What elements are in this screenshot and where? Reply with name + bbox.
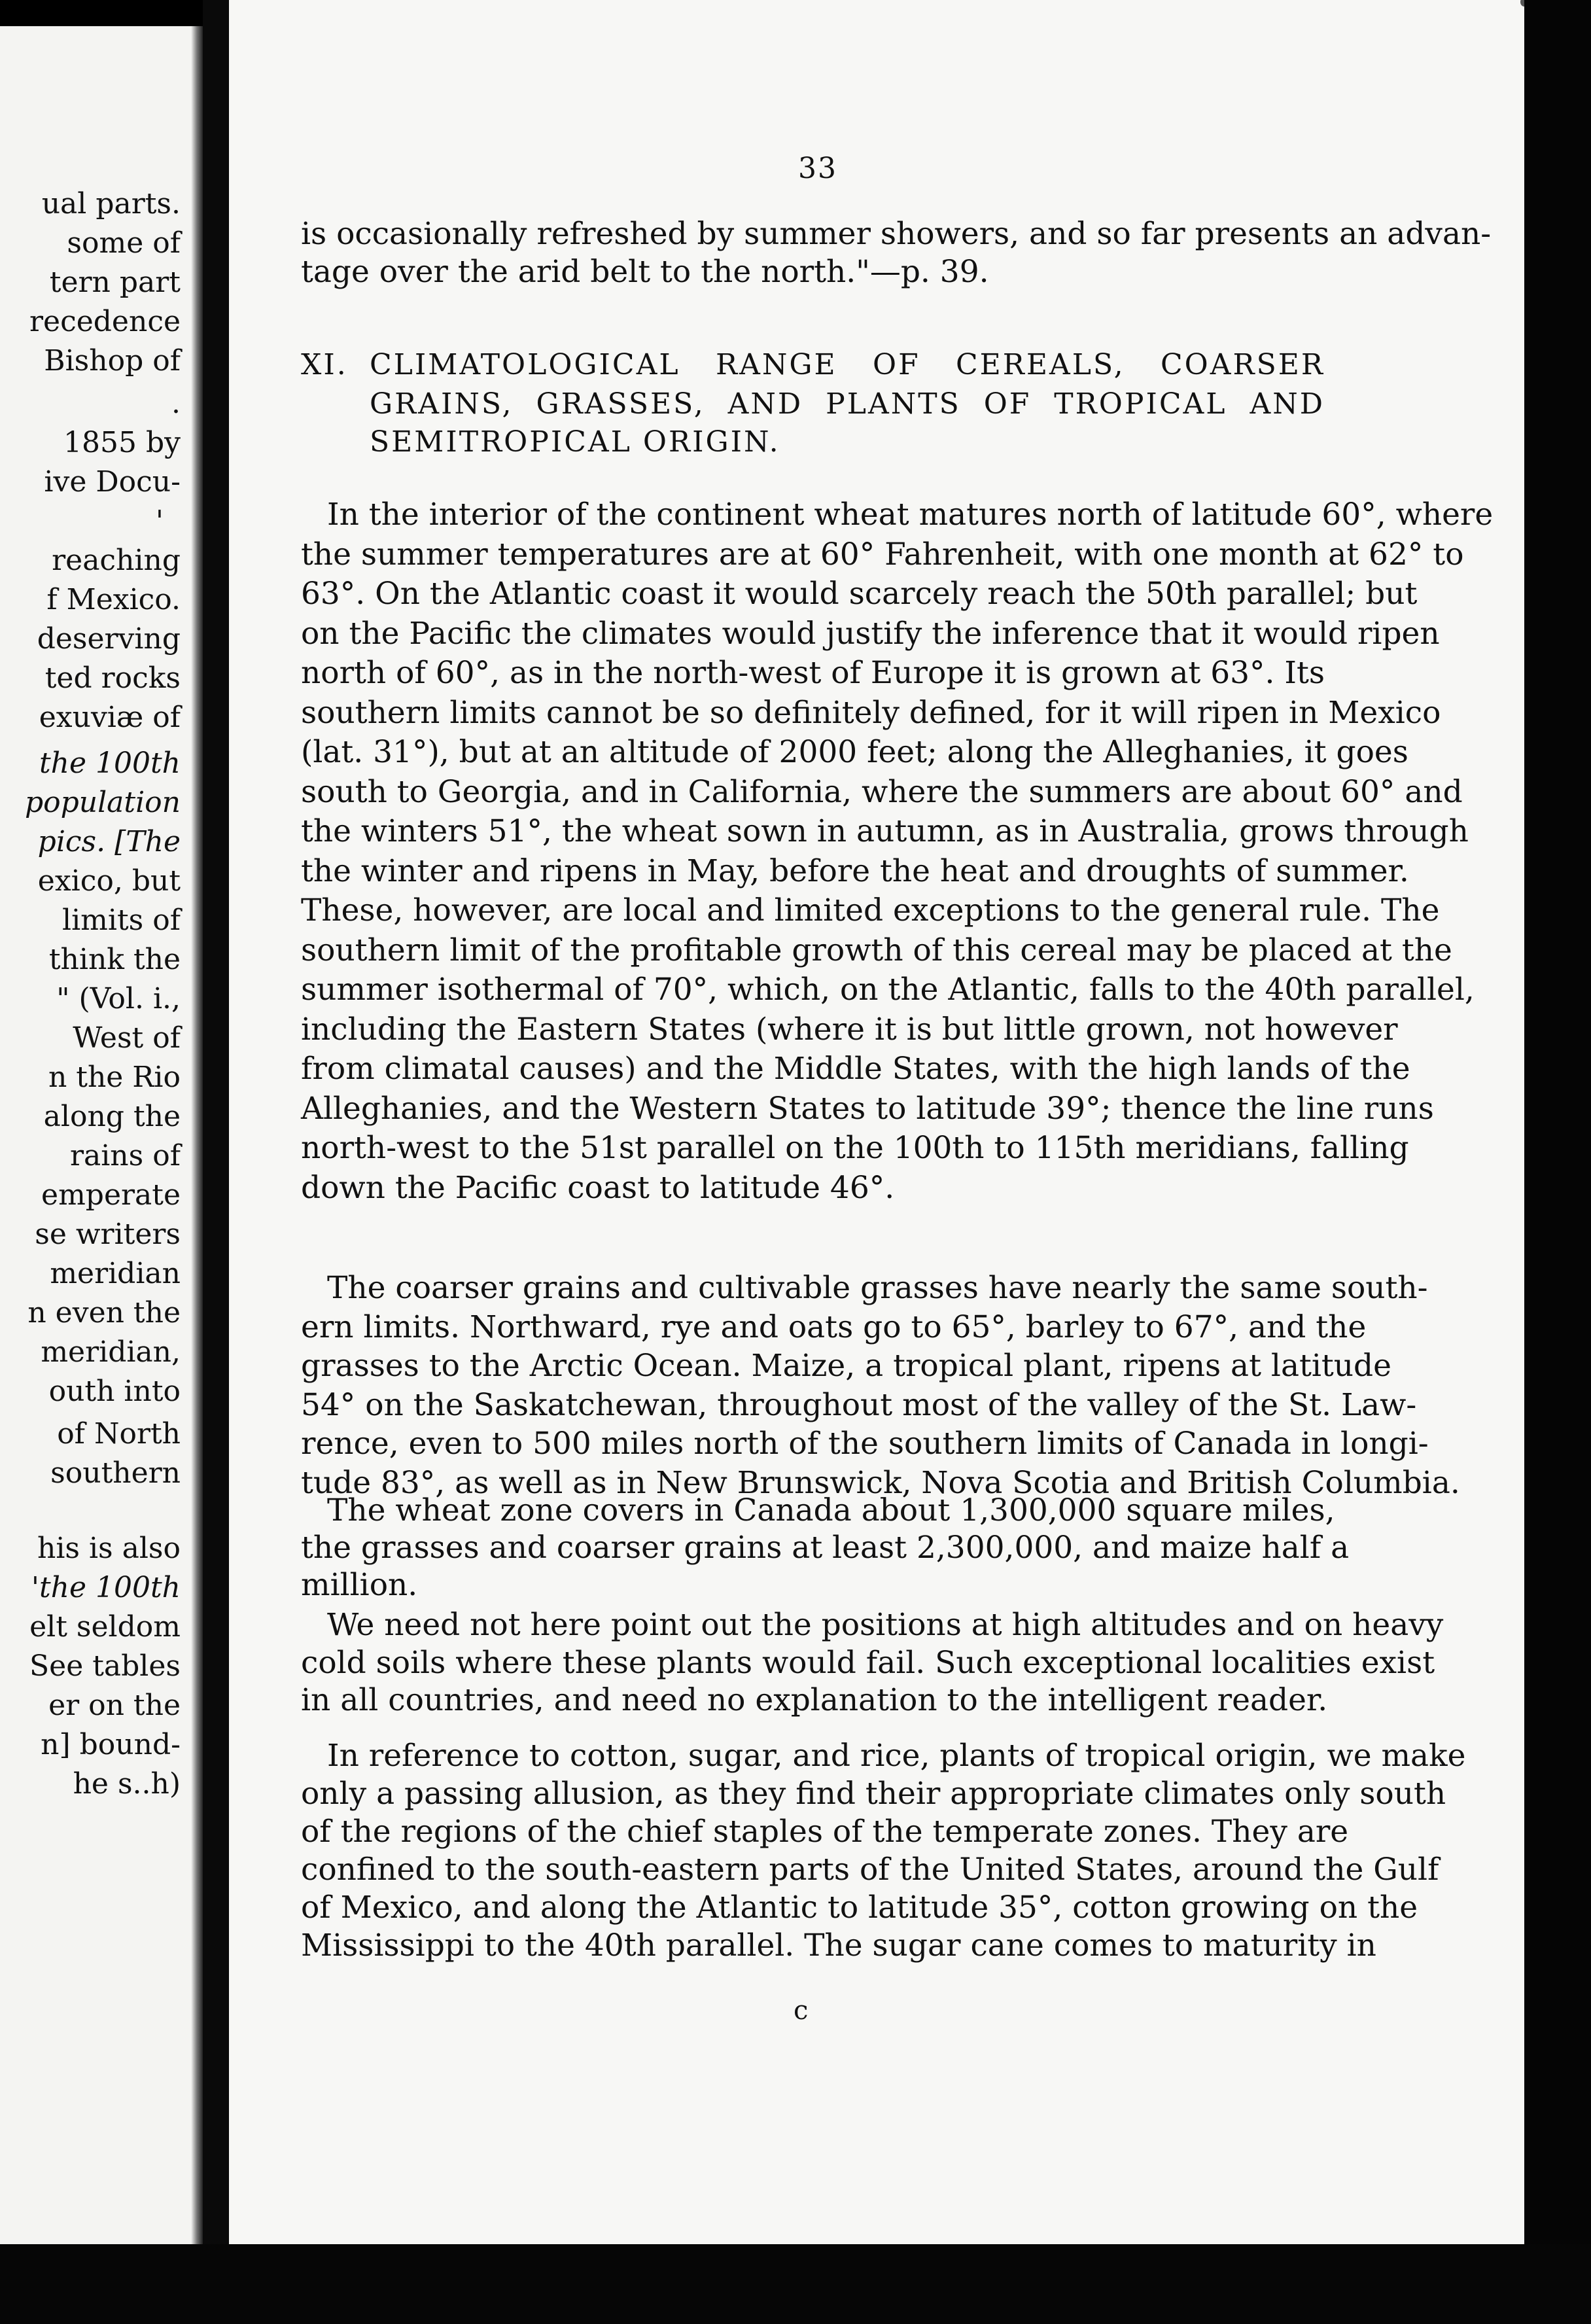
left-page-line: population xyxy=(24,786,181,819)
heading-number: XI. xyxy=(301,348,348,381)
left-page-line: outh into xyxy=(48,1375,181,1408)
paragraph-line: from climatal causes) and the Middle States, with the high lands of the xyxy=(301,1051,1410,1087)
paragraph-line: on the Pacific the climates would justify the inference that it would ripen xyxy=(301,616,1440,652)
paragraph-line: of Mexico, and along the Atlantic to latitude 35°, cotton growing on the xyxy=(301,1890,1418,1926)
left-page-line: n] bound- xyxy=(41,1728,181,1761)
paragraph-line: In reference to cotton, sugar, and rice, plants of tropical origin, we make xyxy=(327,1738,1466,1774)
left-page-line: ual parts. xyxy=(41,187,181,220)
paragraph-line: grasses to the Arctic Ocean. Maize, a tropical plant, ripens at latitude xyxy=(301,1348,1391,1384)
book-gutter xyxy=(203,0,229,2324)
paragraph-line: the winter and ripens in May, before the heat and droughts of summer. xyxy=(301,853,1409,889)
left-page-line: Bishop of xyxy=(44,344,181,378)
paragraph-line: cold soils where these plants would fail. Such exceptional localities exist xyxy=(301,1645,1435,1681)
intro-line: tage over the arid belt to the north."—p. 39. xyxy=(301,254,989,290)
paragraph-line: in all countries, and need no explanation to the intelligent reader. xyxy=(301,1682,1328,1718)
paragraph-line: north of 60°, as in the north-west of Europe it is grown at 63°. Its xyxy=(301,655,1325,691)
left-page-line: ' xyxy=(155,504,164,538)
signature-mark: c xyxy=(794,1996,809,2026)
heading-line: SEMITROPICAL ORIGIN. xyxy=(370,425,780,459)
paragraph-line: the summer temperatures are at 60° Fahrenheit, with one month at 62° to xyxy=(301,537,1464,572)
left-page-line: f Mexico. xyxy=(46,583,181,616)
paragraph-line: including the Eastern States (where it is but little grown, not however xyxy=(301,1012,1398,1048)
left-page-line: er on the xyxy=(48,1689,181,1722)
left-page-line: emperate xyxy=(41,1178,181,1212)
left-page-line: ive Docu- xyxy=(44,465,181,499)
left-page-line: exico, but xyxy=(37,864,181,898)
paragraph-line: ern limits. Northward, rye and oats go to 65°, barley to 67°, and the xyxy=(301,1309,1367,1345)
left-page-line: pics. [The xyxy=(37,825,181,858)
paragraph-line: In the interior of the continent wheat matures north of latitude 60°, where xyxy=(327,497,1494,533)
paragraph-line: million. xyxy=(301,1567,418,1603)
left-page-line: ted rocks xyxy=(44,661,181,695)
paragraph-line: southern limits cannot be so definitely defined, for it will ripen in Mexico xyxy=(301,695,1441,731)
left-page-line: n the Rio xyxy=(48,1061,181,1094)
heading-line: GRAINS, GRASSES, AND PLANTS OF TROPICAL AND xyxy=(370,387,1325,421)
left-page-line: along the xyxy=(43,1100,181,1133)
paragraph-line: rence, even to 500 miles north of the southern limits of Canada in longi- xyxy=(301,1426,1429,1462)
left-page-line: n even the xyxy=(27,1296,181,1329)
paragraph-line: confined to the south-eastern parts of the United States, around the Gulf xyxy=(301,1852,1439,1888)
left-page-line: he s..h) xyxy=(73,1767,181,1801)
left-page-line: exuviæ of xyxy=(39,701,181,734)
left-page-line: his is also xyxy=(37,1532,181,1565)
paragraph-line: the winters 51°, the wheat sown in autumn, as in Australia, grows through xyxy=(301,813,1469,849)
left-page-line: " (Vol. i., xyxy=(56,982,181,1015)
paragraph-line: We need not here point out the positions at high altitudes and on heavy xyxy=(327,1607,1444,1643)
left-page-line: the 100th xyxy=(39,747,181,780)
page-right-edge xyxy=(1524,0,1591,2324)
paragraph-line: The coarser grains and cultivable grasses have nearly the same south- xyxy=(327,1270,1428,1306)
left-page-line: rains of xyxy=(69,1139,181,1172)
paragraph-line: of the regions of the chief staples of the temperate zones. They are xyxy=(301,1814,1349,1850)
paragraph-line: the grasses and coarser grains at least 2,300,000, and maize half a xyxy=(301,1530,1350,1566)
paragraph-line: These, however, are local and limited exceptions to the general rule. The xyxy=(301,892,1440,928)
left-page-line: meridian, xyxy=(41,1335,181,1369)
intro-line: is occasionally refreshed by summer showers, and so far presents an advan- xyxy=(301,216,1492,252)
paragraph-line: down the Pacific coast to latitude 46°. xyxy=(301,1170,895,1206)
left-page-line: of North xyxy=(57,1417,181,1451)
paragraph-line: (lat. 31°), but at an altitude of 2000 feet; along the Alleghanies, it goes xyxy=(301,734,1408,770)
heading-line: CLIMATOLOGICAL RANGE OF CEREALS, COARSER xyxy=(370,348,1325,381)
page-number: 33 xyxy=(798,152,837,185)
left-page-line: reaching xyxy=(52,544,181,577)
left-page-line: deserving xyxy=(37,622,181,656)
left-page-line: meridian xyxy=(50,1257,181,1290)
left-page-line: . xyxy=(171,387,181,420)
paragraph-line: tude 83°, as well as in New Brunswick, Nova Scotia and British Columbia. xyxy=(301,1465,1460,1501)
paragraph-line: The wheat zone covers in Canada about 1,300,000 square miles, xyxy=(327,1492,1335,1528)
left-page-line: some of xyxy=(67,226,181,260)
left-page-line: See tables xyxy=(29,1649,181,1683)
left-page-line: se writers xyxy=(35,1218,181,1251)
left-page-line: think the xyxy=(48,943,181,976)
left-page-line: West of xyxy=(73,1021,181,1055)
paragraph-line: Mississippi to the 40th parallel. The sugar cane comes to maturity in xyxy=(301,1928,1376,1963)
paragraph-line: only a passing allusion, as they find their appropriate climates only south xyxy=(301,1776,1446,1812)
paragraph-line: southern limit of the profitable growth of this cereal may be placed at the xyxy=(301,932,1452,968)
paragraph-line: 54° on the Saskatchewan, throughout most of the valley of the St. Law- xyxy=(301,1387,1417,1423)
left-page-fragment xyxy=(0,26,196,2277)
left-page-line: tern part xyxy=(49,266,181,299)
paragraph-line: summer isothermal of 70°, which, on the Atlantic, falls to the 40th parallel, xyxy=(301,972,1475,1008)
left-page-line: limits of xyxy=(62,904,181,937)
paragraph-line: south to Georgia, and in California, where the summers are about 60° and xyxy=(301,774,1463,810)
left-page-line: elt seldom xyxy=(29,1610,181,1644)
paragraph-line: north-west to the 51st parallel on the 100th to 115th meridians, falling xyxy=(301,1130,1409,1166)
left-page-line: 'the 100th xyxy=(31,1571,181,1604)
left-page-line: recedence xyxy=(29,305,181,338)
paragraph-line: Alleghanies, and the Western States to latitude 39°; thence the line runs xyxy=(301,1091,1434,1127)
left-page-line: 1855 by xyxy=(63,426,181,459)
page-bottom-edge xyxy=(0,2244,1591,2324)
paragraph-line: 63°. On the Atlantic coast it would scarcely reach the 50th parallel; but xyxy=(301,576,1418,612)
left-page-edge xyxy=(191,26,203,2277)
left-page-line: southern xyxy=(50,1456,181,1490)
